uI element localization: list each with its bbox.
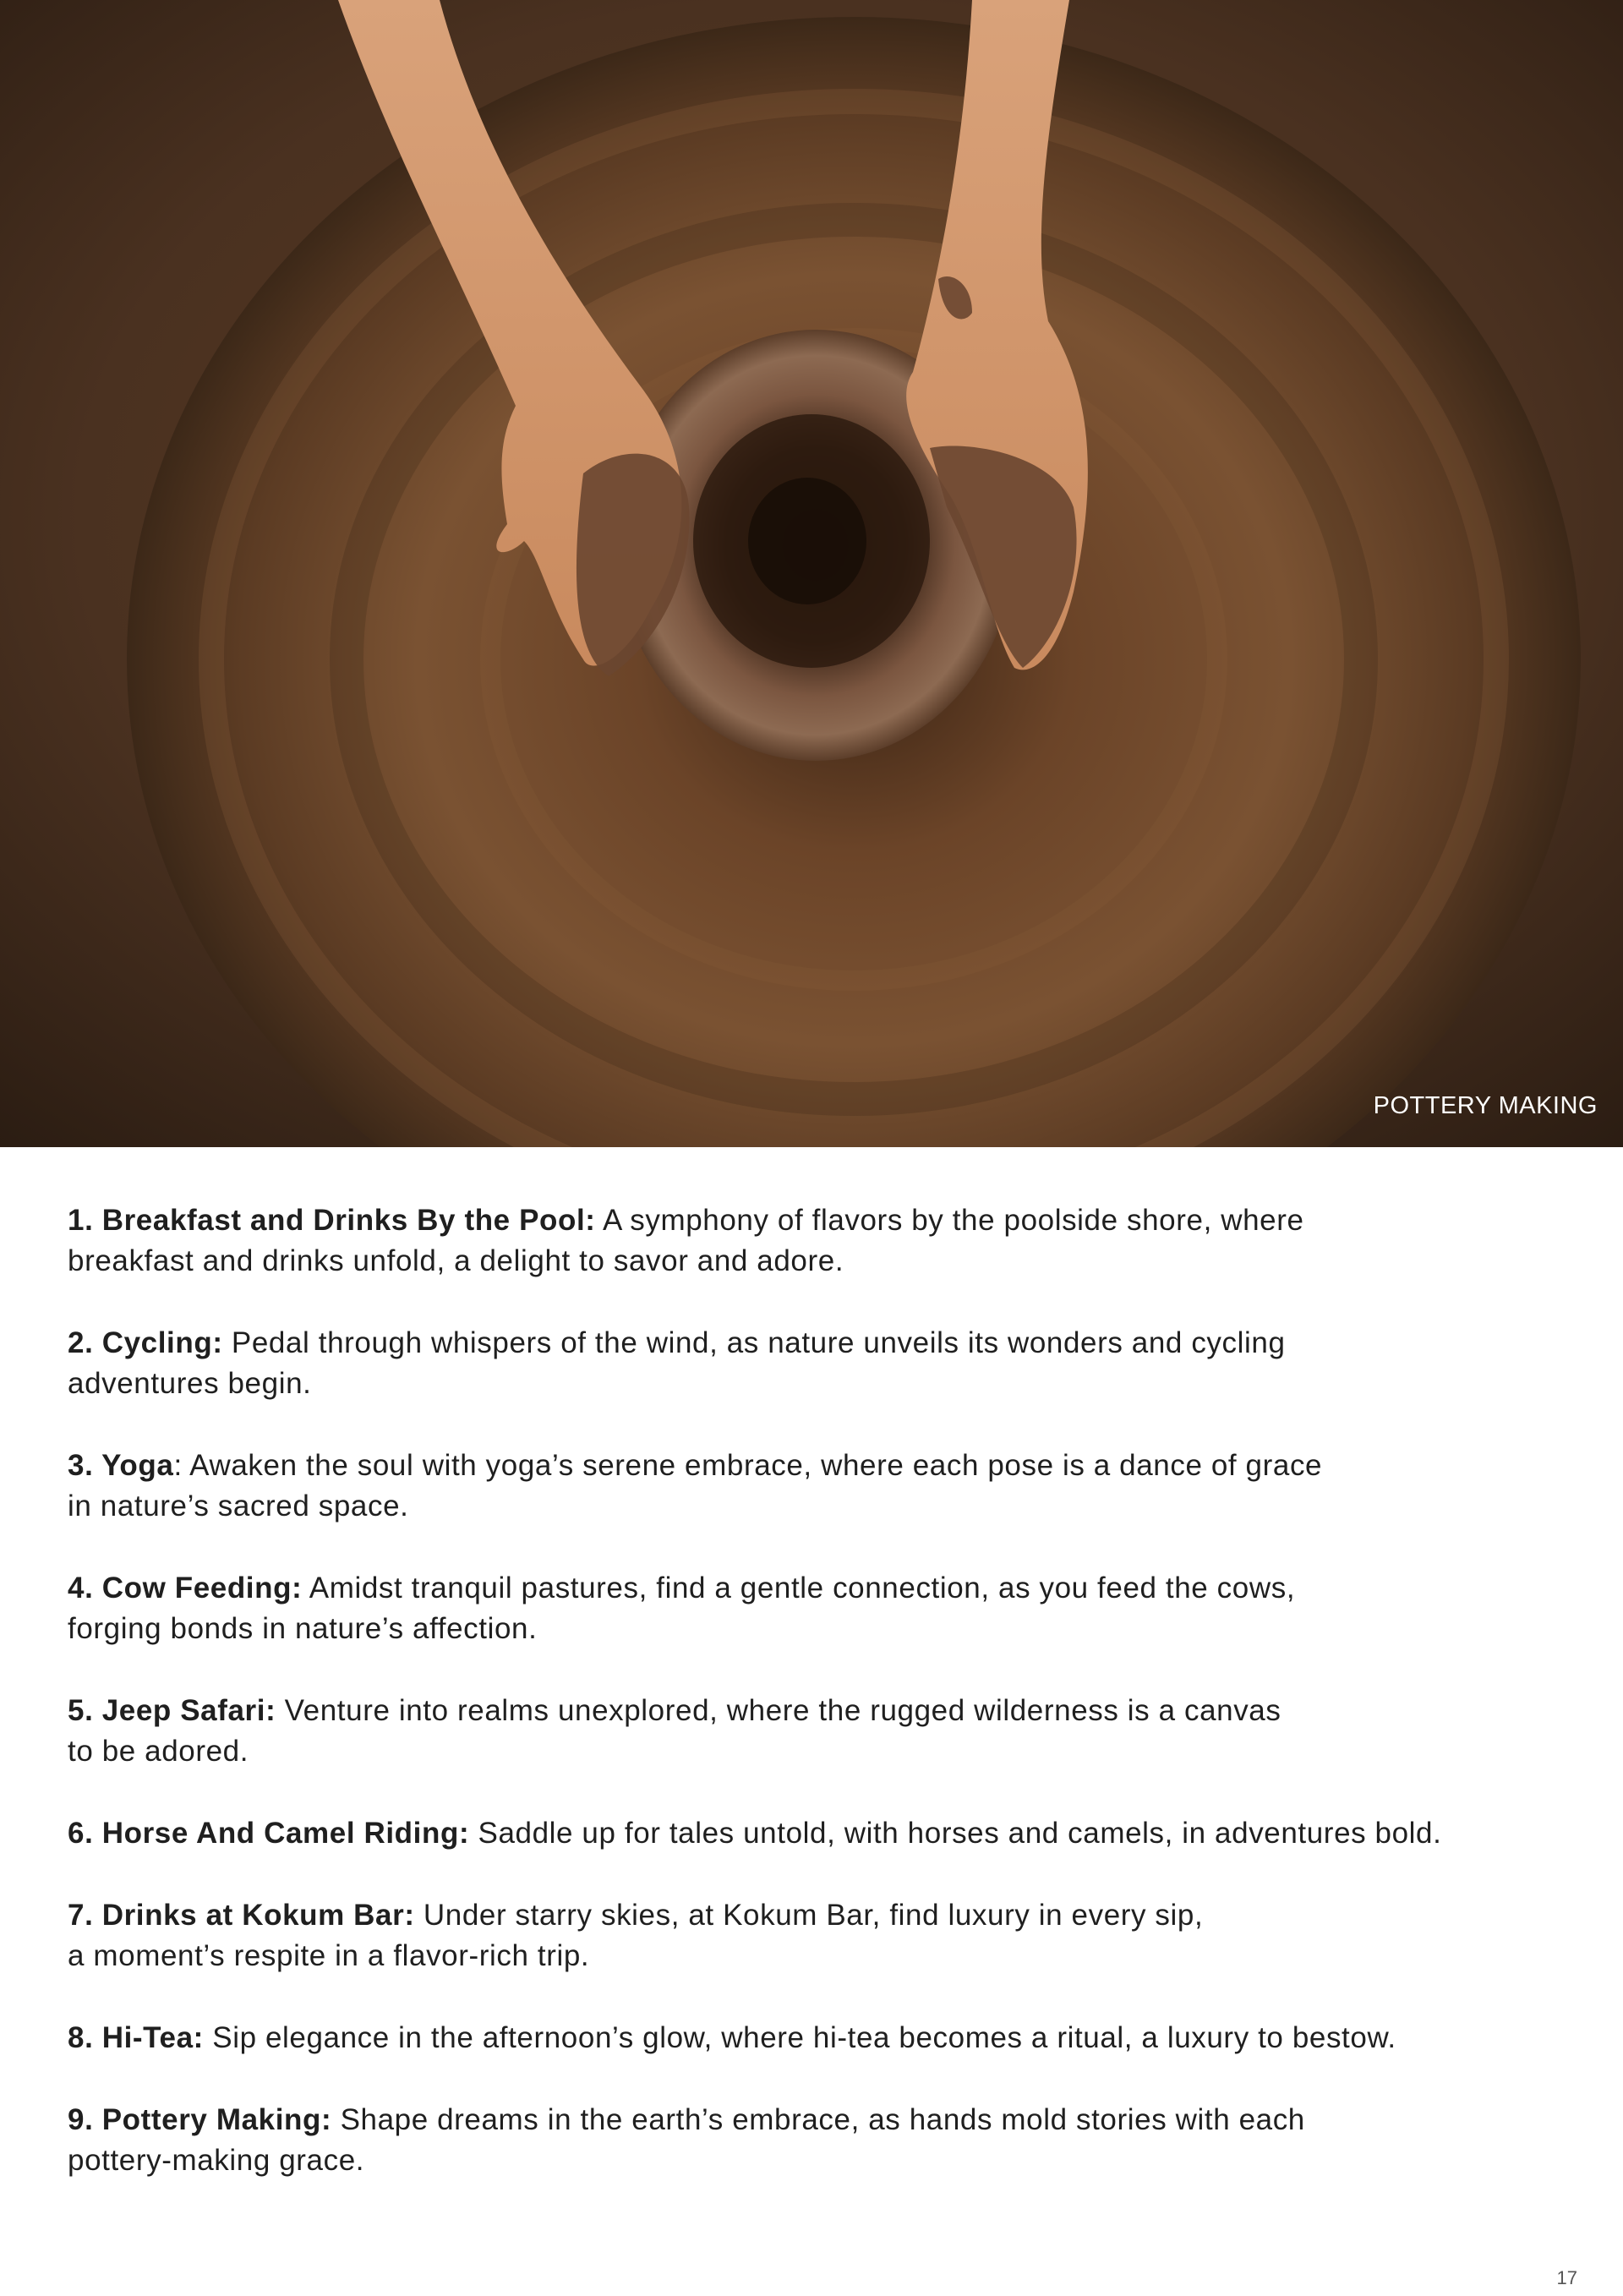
activity-item bbox=[68, 2100, 1581, 2181]
activity-line-1 bbox=[68, 1446, 1581, 1486]
activity-item bbox=[68, 2018, 1581, 2058]
activity-line-2: forging bonds in nature’s affection. bbox=[68, 1612, 538, 1645]
activity-description: Under starry skies, at Kokum Bar, find luxury in every sip, bbox=[414, 1899, 1204, 1932]
activity-description: Shape dreams in the earth’s embrace, as hands mold stories with each bbox=[331, 2103, 1305, 2136]
activity-line-1 bbox=[68, 1568, 1581, 1609]
activity-title: 9. Pottery Making: bbox=[68, 2103, 332, 2136]
activity-title: 3. Yoga bbox=[68, 1449, 174, 1482]
hero-photo bbox=[0, 0, 1623, 1147]
page-number: 17 bbox=[1556, 2267, 1577, 2288]
activity-line-1 bbox=[68, 2018, 1581, 2058]
activity-line-2: to be adored. bbox=[68, 1735, 249, 1768]
activity-description: Saddle up for tales untold, with horses and camels, in adventures bold. bbox=[469, 1817, 1442, 1850]
activity-description: : Awaken the soul with yoga’s serene embrace, where each pose is a dance of grace bbox=[173, 1449, 1323, 1482]
activity-line-1 bbox=[68, 2100, 1581, 2140]
activity-title: 4. Cow Feeding: bbox=[68, 1572, 303, 1604]
activity-line-2: a moment’s respite in a flavor-rich trip. bbox=[68, 1939, 590, 1972]
activity-title: 8. Hi-Tea: bbox=[68, 2021, 204, 2054]
activity-title: 1. Breakfast and Drinks By the Pool: bbox=[68, 1204, 596, 1237]
activity-title: 6. Horse And Camel Riding: bbox=[68, 1817, 470, 1850]
activity-line-2: breakfast and drinks unfold, a delight to savor and adore. bbox=[68, 1244, 844, 1277]
activity-line-1 bbox=[68, 1895, 1581, 1936]
activity-line-2: in nature’s sacred space. bbox=[68, 1490, 409, 1522]
activity-line-1 bbox=[68, 1200, 1581, 1241]
activity-item bbox=[68, 1323, 1581, 1404]
activity-item bbox=[68, 1813, 1581, 1854]
activity-description: Venture into realms unexplored, where the rugged wilderness is a canvas bbox=[276, 1694, 1281, 1727]
activity-list bbox=[68, 1200, 1581, 2222]
activity-line-1 bbox=[68, 1691, 1581, 1731]
activity-line-1 bbox=[68, 1323, 1581, 1364]
activity-item bbox=[68, 1691, 1581, 1772]
activity-line-2: pottery-making grace. bbox=[68, 2144, 365, 2177]
pottery-wheel-image bbox=[0, 0, 1623, 1147]
activity-line-1 bbox=[68, 1813, 1581, 1854]
photo-caption: POTTERY MAKING bbox=[1373, 1092, 1598, 1119]
activity-item bbox=[68, 1446, 1581, 1527]
activity-title: 5. Jeep Safari: bbox=[68, 1694, 276, 1727]
activity-description: Sip elegance in the afternoon’s glow, where hi-tea becomes a ritual, a luxury to bestow. bbox=[203, 2021, 1396, 2054]
activity-line-2: adventures begin. bbox=[68, 1367, 312, 1400]
activity-title: 7. Drinks at Kokum Bar: bbox=[68, 1899, 415, 1932]
activity-item bbox=[68, 1568, 1581, 1649]
activity-description: Pedal through whispers of the wind, as nature unveils its wonders and cycling bbox=[222, 1326, 1286, 1359]
activity-description: A symphony of flavors by the poolside shore, where bbox=[595, 1204, 1304, 1237]
activity-item bbox=[68, 1200, 1581, 1282]
activity-item bbox=[68, 1895, 1581, 1976]
activity-title: 2. Cycling: bbox=[68, 1326, 223, 1359]
activity-description: Amidst tranquil pastures, find a gentle connection, as you feed the cows, bbox=[302, 1572, 1296, 1604]
